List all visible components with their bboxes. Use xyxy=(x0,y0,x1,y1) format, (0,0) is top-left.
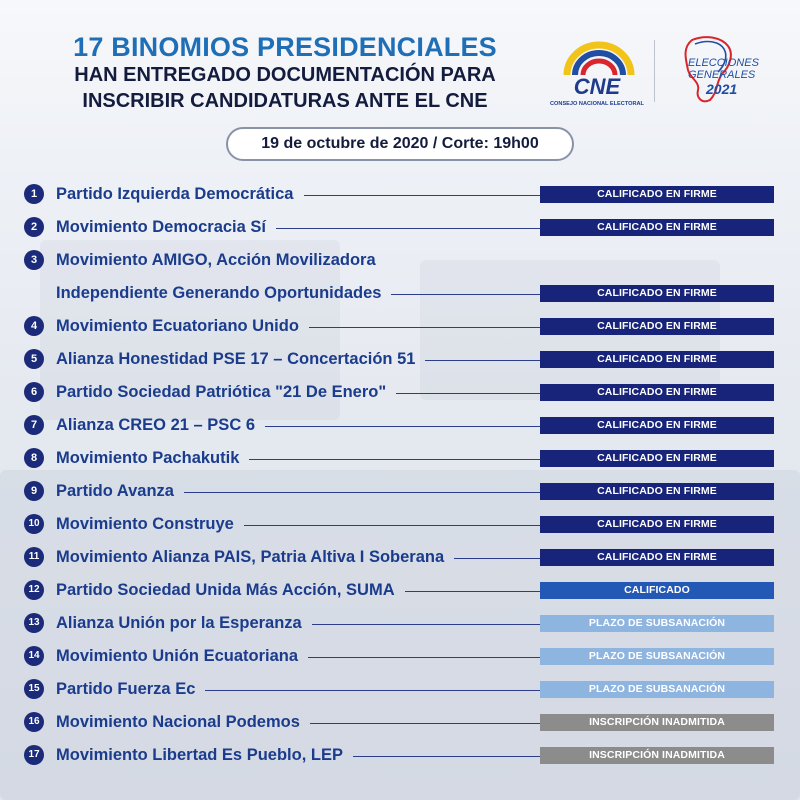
party-row xyxy=(0,446,800,470)
status-badge: CALIFICADO EN FIRME xyxy=(540,516,774,533)
status-badge: CALIFICADO EN FIRME xyxy=(540,219,774,236)
date-cut-box: 19 de octubre de 2020 / Corte: 19h00 xyxy=(226,127,574,161)
leader-line xyxy=(184,492,540,493)
cne-logo-subtext: CONSEJO NACIONAL ELECTORAL xyxy=(550,101,644,107)
party-name: Movimiento Pachakutik xyxy=(56,449,240,467)
party-name: Movimiento AMIGO, Acción Movilizadora xyxy=(56,251,376,269)
leader-line xyxy=(308,657,540,658)
party-row xyxy=(0,380,800,404)
eg-year: 2021 xyxy=(706,81,738,97)
leader-line xyxy=(205,690,540,691)
party-number: 4 xyxy=(24,316,44,336)
logo-divider xyxy=(654,40,655,102)
party-number: 13 xyxy=(24,613,44,633)
party-number: 12 xyxy=(24,580,44,600)
party-row xyxy=(0,644,800,668)
party-row xyxy=(0,545,800,569)
leader-line xyxy=(310,723,540,724)
leader-line xyxy=(265,426,540,427)
party-number: 8 xyxy=(24,448,44,468)
status-badge: CALIFICADO EN FIRME xyxy=(540,351,774,368)
party-name: Partido Fuerza Ec xyxy=(56,680,196,698)
status-badge: CALIFICADO EN FIRME xyxy=(540,285,774,302)
eg-line1: ELECCIONES xyxy=(688,57,759,69)
leader-line xyxy=(353,756,540,757)
party-row xyxy=(0,578,800,602)
leader-line xyxy=(312,624,540,625)
party-row-continuation xyxy=(0,281,800,305)
status-badge: CALIFICADO EN FIRME xyxy=(540,417,774,434)
main-title: 17 BINOMIOS PRESIDENCIALES xyxy=(73,32,497,62)
party-name: Alianza Unión por la Esperanza xyxy=(56,614,302,632)
subtitle-line-1: HAN ENTREGADO DOCUMENTACIÓN PARA xyxy=(74,64,496,86)
leader-line xyxy=(425,360,540,361)
party-name: Partido Izquierda Democrática xyxy=(56,185,294,203)
party-row xyxy=(0,215,800,239)
status-badge: PLAZO DE SUBSANACIÓN xyxy=(540,681,774,698)
party-number: 5 xyxy=(24,349,44,369)
cne-logo-text: CNE xyxy=(573,74,621,99)
status-badge: CALIFICADO EN FIRME xyxy=(540,384,774,401)
party-name: Movimiento Democracia Sí xyxy=(56,218,266,236)
party-number: 16 xyxy=(24,712,44,732)
status-badge: CALIFICADO EN FIRME xyxy=(540,483,774,500)
leader-line xyxy=(304,195,540,196)
leader-line xyxy=(249,459,540,460)
leader-line xyxy=(454,558,540,559)
party-row xyxy=(0,743,800,767)
party-number: 14 xyxy=(24,646,44,666)
party-row xyxy=(0,677,800,701)
party-name: Movimiento Construye xyxy=(56,515,234,533)
party-number: 7 xyxy=(24,415,44,435)
party-number: 15 xyxy=(24,679,44,699)
party-number: 1 xyxy=(24,184,44,204)
leader-line xyxy=(405,591,540,592)
party-name: Partido Avanza xyxy=(56,482,174,500)
party-name: Partido Sociedad Unida Más Acción, SUMA xyxy=(56,581,395,599)
status-badge: CALIFICADO EN FIRME xyxy=(540,186,774,203)
party-number: 3 xyxy=(24,250,44,270)
cne-logo xyxy=(545,35,650,110)
status-badge: INSCRIPCIÓN INADMITIDA xyxy=(540,714,774,731)
party-row xyxy=(0,347,800,371)
leader-line xyxy=(309,327,540,328)
party-row xyxy=(0,710,800,734)
status-badge: PLAZO DE SUBSANACIÓN xyxy=(540,648,774,665)
leader-line xyxy=(276,228,540,229)
party-row xyxy=(0,479,800,503)
party-row xyxy=(0,413,800,437)
party-name: Movimiento Ecuatoriano Unido xyxy=(56,317,299,335)
eg-line2: GENERALES xyxy=(688,69,756,81)
subtitle-line-2: INSCRIBIR CANDIDATURAS ANTE EL CNE xyxy=(82,90,488,112)
party-row xyxy=(0,182,800,206)
party-name: Alianza Honestidad PSE 17 – Concertación 51 xyxy=(56,350,416,368)
status-badge: CALIFICADO xyxy=(540,582,774,599)
party-name: Movimiento Alianza PAIS, Patria Altiva I Soberana xyxy=(56,548,445,566)
party-number: 11 xyxy=(24,547,44,567)
party-row xyxy=(0,611,800,635)
party-name: Partido Sociedad Patriótica "21 De Enero" xyxy=(56,383,387,401)
status-badge: CALIFICADO EN FIRME xyxy=(540,549,774,566)
status-badge: CALIFICADO EN FIRME xyxy=(540,318,774,335)
elecciones-generales-logo xyxy=(662,32,782,112)
status-badge: PLAZO DE SUBSANACIÓN xyxy=(540,615,774,632)
party-row xyxy=(0,512,800,536)
leader-line xyxy=(391,294,540,295)
party-name: Movimiento Nacional Podemos xyxy=(56,713,300,731)
party-number: 2 xyxy=(24,217,44,237)
party-row xyxy=(0,314,800,338)
party-name-continuation: Independiente Generando Oportunidades xyxy=(56,284,382,302)
status-badge: INSCRIPCIÓN INADMITIDA xyxy=(540,747,774,764)
party-number: 6 xyxy=(24,382,44,402)
party-name: Movimiento Unión Ecuatoriana xyxy=(56,647,299,665)
party-number: 17 xyxy=(24,745,44,765)
party-name: Alianza CREO 21 – PSC 6 xyxy=(56,416,255,434)
status-badge: CALIFICADO EN FIRME xyxy=(540,450,774,467)
party-row xyxy=(0,248,800,272)
leader-line xyxy=(244,525,540,526)
party-name: Movimiento Libertad Es Pueblo, LEP xyxy=(56,746,343,764)
party-number: 10 xyxy=(24,514,44,534)
leader-line xyxy=(396,393,540,394)
party-number: 9 xyxy=(24,481,44,501)
